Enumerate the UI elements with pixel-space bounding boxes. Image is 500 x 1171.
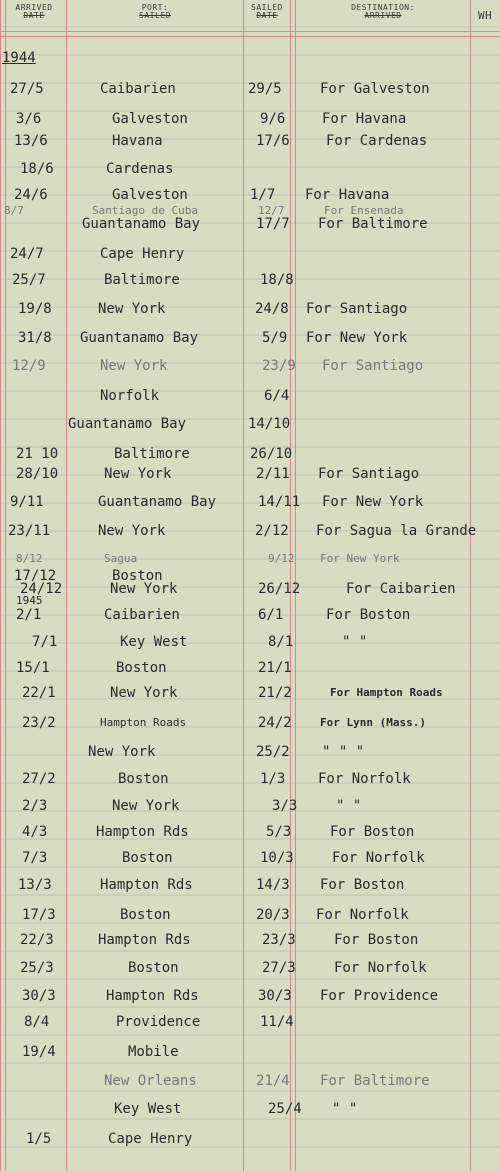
- arrived-date-cell: 21 10: [16, 446, 59, 462]
- arrived-date-cell: 15/1: [16, 660, 50, 676]
- arrived-date-cell: 3/6: [16, 111, 42, 127]
- destination-cell: " " ": [322, 744, 365, 760]
- arrived-date-cell: 12/9: [12, 358, 46, 374]
- sailed-date-cell: 23/9: [262, 358, 296, 374]
- sailed-date-cell: 2/12: [255, 523, 289, 539]
- port-cell: Providence: [116, 1014, 201, 1030]
- sailed-date-cell: 25/2: [256, 744, 290, 760]
- arrived-date-cell: 27/5: [10, 81, 44, 97]
- port-cell: New York: [88, 744, 156, 760]
- port-cell: New York: [98, 301, 166, 317]
- destination-cell: For Santiago: [318, 466, 420, 482]
- arrived-date-cell: 4/3: [22, 824, 48, 840]
- port-cell: Guantanamo Bay: [80, 330, 199, 346]
- sailed-date-cell: 30/3: [258, 988, 292, 1004]
- header-arrived: ARRIVED DATE: [15, 3, 53, 20]
- destination-cell: For Boston: [330, 824, 415, 840]
- port-cell: New York: [112, 798, 180, 814]
- header-sailed: SAILED DATE: [251, 3, 283, 20]
- port-cell: Santiago de Cuba: [92, 204, 198, 217]
- destination-cell: For Norfolk: [332, 850, 425, 866]
- margin-rule-left: [0, 0, 1, 1171]
- port-cell: Guantanamo Bay: [68, 416, 187, 432]
- sailed-date-cell: 1/7: [250, 187, 276, 203]
- header-extra: WH: [478, 9, 493, 22]
- port-cell: Boston: [118, 771, 169, 787]
- sailed-date-cell: 17/7: [256, 216, 290, 232]
- arrived-date-cell: 22/3: [20, 932, 54, 948]
- sailed-date-cell: 14/11: [258, 494, 301, 510]
- port-cell: Cardenas: [106, 161, 174, 177]
- sailed-date-cell: 9/12: [268, 552, 295, 565]
- arrived-date-cell: 23/2: [22, 715, 56, 731]
- port-cell: Hampton Rds: [96, 824, 189, 840]
- port-cell: Guantanamo Bay: [82, 216, 201, 232]
- sailed-date-cell: 21/2: [258, 685, 292, 701]
- destination-cell: " ": [336, 798, 362, 814]
- sailed-date-cell: 24/2: [258, 715, 292, 731]
- column-rule-arrived: [66, 0, 67, 1171]
- arrived-date-cell: 2/1: [16, 607, 42, 623]
- arrived-date-cell: 7/3: [22, 850, 48, 866]
- column-rule-destination: [470, 0, 471, 1171]
- arrived-date-cell: 17/12: [14, 568, 57, 584]
- margin-rule-left-inner: [5, 0, 6, 1171]
- destination-cell: For Boston: [334, 932, 419, 948]
- destination-cell: For Galveston: [320, 81, 430, 97]
- arrived-date-cell: 27/2: [22, 771, 56, 787]
- sailed-date-cell: 14/3: [256, 877, 290, 893]
- sailed-date-cell: 20/3: [256, 907, 290, 923]
- destination-cell: " ": [342, 634, 368, 650]
- sailed-date-cell: 26/10: [250, 446, 293, 462]
- sailed-date-cell: 6/4: [264, 388, 290, 404]
- port-cell: Galveston: [112, 111, 188, 127]
- destination-cell: For Havana: [322, 111, 407, 127]
- sailed-date-cell: 10/3: [260, 850, 294, 866]
- sailed-date-cell: 6/1: [258, 607, 284, 623]
- destination-cell: For Ensenada: [324, 204, 404, 217]
- destination-cell: For New York: [306, 330, 408, 346]
- sailed-date-cell: 1/3: [260, 771, 286, 787]
- port-cell: New York: [110, 685, 178, 701]
- destination-cell: For Lynn (Mass.): [320, 716, 426, 729]
- port-cell: New York: [100, 358, 168, 374]
- destination-cell: For Santiago: [322, 358, 424, 374]
- sailed-date-cell: 27/3: [262, 960, 296, 976]
- port-cell: Norfolk: [100, 388, 160, 404]
- arrived-date-cell: 24/12: [20, 581, 63, 597]
- destination-cell: For Santiago: [306, 301, 408, 317]
- arrived-date-cell: 7/1: [32, 634, 58, 650]
- port-cell: Caibarien: [104, 607, 180, 623]
- header-rule: [0, 31, 500, 32]
- port-cell: Hampton Roads: [100, 716, 187, 729]
- sailed-date-cell: 3/3: [272, 798, 298, 814]
- destination-cell: For Norfolk: [334, 960, 427, 976]
- port-cell: Boston: [120, 907, 171, 923]
- port-cell: New York: [110, 581, 178, 597]
- destination-cell: For Cardenas: [326, 133, 428, 149]
- sailed-date-cell: 2/11: [256, 466, 290, 482]
- port-cell: Boston: [116, 660, 167, 676]
- header-destination: DESTINATION: ARRIVED: [351, 3, 415, 20]
- destination-cell: For New York: [320, 552, 400, 565]
- sailed-date-cell: 24/8: [255, 301, 289, 317]
- port-cell: Cape Henry: [100, 246, 185, 262]
- header-port: PORT: SAILED: [139, 3, 171, 20]
- destination-cell: For Boston: [320, 877, 405, 893]
- sailed-date-cell: 18/8: [260, 272, 294, 288]
- arrived-date-cell: 24/7: [10, 246, 44, 262]
- port-cell: Galveston: [112, 187, 188, 203]
- port-cell: Mobile: [128, 1044, 179, 1060]
- destination-cell: For Providence: [320, 988, 439, 1004]
- arrived-date-cell: 8/7: [4, 204, 24, 217]
- year-1945: 1945: [16, 594, 43, 607]
- arrived-date-cell: 1/5: [26, 1131, 52, 1147]
- port-cell: Sagua: [104, 552, 138, 565]
- sailed-date-cell: 5/9: [262, 330, 288, 346]
- arrived-date-cell: 2/3: [22, 798, 48, 814]
- arrived-date-cell: 30/3: [22, 988, 56, 1004]
- port-cell: Hampton Rds: [106, 988, 199, 1004]
- port-cell: Boston: [128, 960, 179, 976]
- port-cell: Baltimore: [104, 272, 180, 288]
- destination-cell: For Norfolk: [316, 907, 409, 923]
- sailed-date-cell: 17/6: [256, 133, 290, 149]
- port-cell: New York: [104, 466, 172, 482]
- destination-cell: For Havana: [305, 187, 390, 203]
- destination-cell: For Caibarien: [346, 581, 456, 597]
- port-cell: Havana: [112, 133, 163, 149]
- arrived-date-cell: 22/1: [22, 685, 56, 701]
- port-cell: Boston: [122, 850, 173, 866]
- destination-cell: For New York: [322, 494, 424, 510]
- arrived-date-cell: 31/8: [18, 330, 52, 346]
- destination-cell: For Baltimore: [320, 1073, 430, 1089]
- arrived-date-cell: 9/11: [10, 494, 44, 510]
- port-cell: Guantanamo Bay: [98, 494, 217, 510]
- port-cell: Caibarien: [100, 81, 176, 97]
- arrived-date-cell: 25/3: [20, 960, 54, 976]
- arrived-date-cell: 19/4: [22, 1044, 56, 1060]
- destination-cell: For Hampton Roads: [330, 686, 443, 699]
- column-rule-port: [243, 0, 244, 1171]
- sailed-date-cell: 23/3: [262, 932, 296, 948]
- sailed-date-cell: 12/7: [258, 204, 285, 217]
- destination-cell: For Norfolk: [318, 771, 411, 787]
- port-cell: Hampton Rds: [98, 932, 191, 948]
- arrived-date-cell: 8/4: [24, 1014, 50, 1030]
- port-cell: New York: [98, 523, 166, 539]
- sailed-date-cell: 29/5: [248, 81, 282, 97]
- sailed-date-cell: 25/4: [268, 1101, 302, 1117]
- port-cell: Hampton Rds: [100, 877, 193, 893]
- arrived-date-cell: 18/6: [20, 161, 54, 177]
- sailed-date-cell: 21/1: [258, 660, 292, 676]
- arrived-date-cell: 23/11: [8, 523, 51, 539]
- sailed-date-cell: 26/12: [258, 581, 301, 597]
- sailed-date-cell: 9/6: [260, 111, 286, 127]
- arrived-date-cell: 17/3: [22, 907, 56, 923]
- port-cell: Cape Henry: [108, 1131, 193, 1147]
- arrived-date-cell: 24/6: [14, 187, 48, 203]
- arrived-date-cell: 19/8: [18, 301, 52, 317]
- arrived-date-cell: 13/6: [14, 133, 48, 149]
- destination-cell: For Baltimore: [318, 216, 428, 232]
- port-cell: Baltimore: [114, 446, 190, 462]
- sailed-date-cell: 8/1: [268, 634, 294, 650]
- sailed-date-cell: 21/4: [256, 1073, 290, 1089]
- arrived-date-cell: 8/12: [16, 552, 43, 565]
- port-cell: Boston: [112, 568, 163, 584]
- destination-cell: For Sagua la Grande: [316, 523, 477, 539]
- arrived-date-cell: 13/3: [18, 877, 52, 893]
- header-rule-inner: [0, 36, 500, 37]
- sailed-date-cell: 11/4: [260, 1014, 294, 1030]
- port-cell: New Orleans: [104, 1073, 197, 1089]
- port-cell: Key West: [114, 1101, 182, 1117]
- port-cell: Key West: [120, 634, 188, 650]
- arrived-date-cell: 28/10: [16, 466, 59, 482]
- destination-cell: For Boston: [326, 607, 411, 623]
- arrived-date-cell: 25/7: [12, 272, 46, 288]
- year-1944: 1944: [2, 50, 36, 66]
- sailed-date-cell: 5/3: [266, 824, 292, 840]
- destination-cell: " ": [332, 1101, 358, 1117]
- sailed-date-cell: 14/10: [248, 416, 291, 432]
